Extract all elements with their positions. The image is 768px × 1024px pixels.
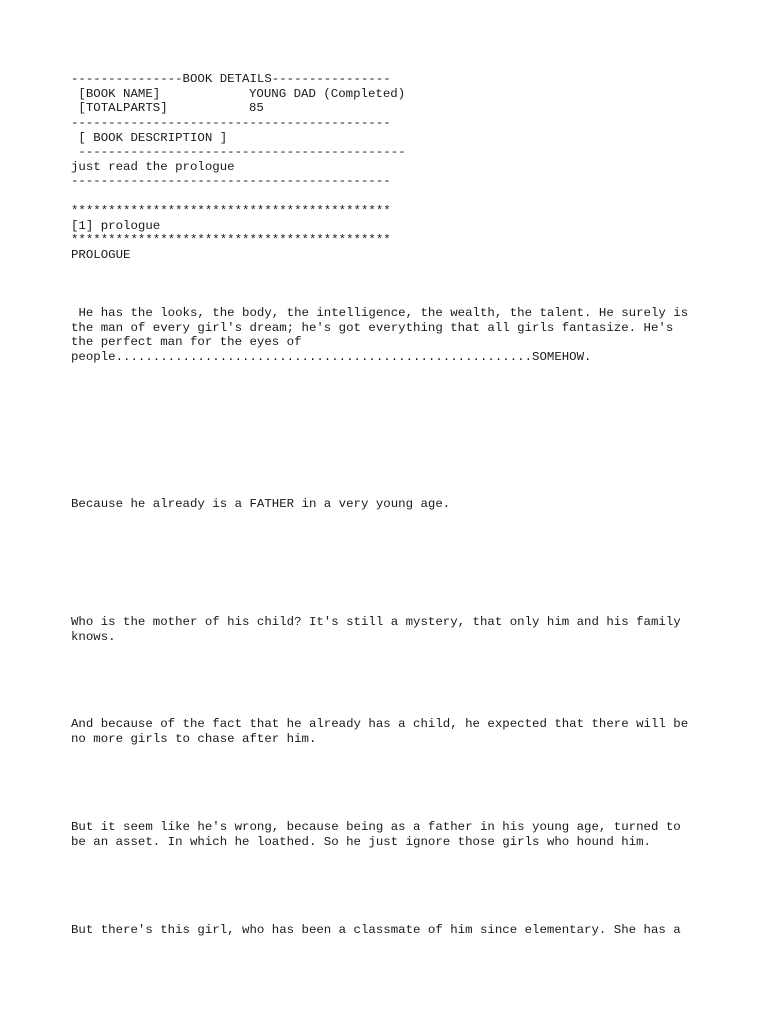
- book-details-title: ---------------BOOK DETAILS----------------: [71, 72, 391, 86]
- total-parts-value: 85: [249, 101, 264, 115]
- paragraph: Because he already is a FATHER in a very young age.: [71, 497, 451, 511]
- chapter-stars-top: *******************************************: [71, 204, 391, 218]
- total-parts-label: [TOTALPARTS]: [71, 101, 168, 115]
- paragraph: But it seem like he's wrong, because being as a father in his young age, turned to be an asset. In which he loathed. So he just ignore those girls who hound him.: [71, 820, 681, 849]
- paragraph: Who is the mother of his child? It's still a mystery, that only him and his family knows.: [71, 615, 681, 644]
- paragraph: He has the looks, the body, the intelligence, the wealth, the talent. He surely is the man of every girl's dream; he's got everything that all girls fantasize. He's the perfect man for the eyes of people........................................................SOMEHOW.: [71, 306, 689, 364]
- divider: --------------------------------------------: [71, 145, 406, 159]
- chapter-heading: [1] prologue: [71, 219, 161, 233]
- chapter-title: PROLOGUE: [71, 248, 131, 262]
- paragraph: But there's this girl, who has been a classmate of him since elementary. She has a: [71, 923, 681, 937]
- book-description-text: just read the prologue: [71, 160, 235, 174]
- book-name-value: YOUNG DAD (Completed): [249, 87, 406, 101]
- chapter-stars-bottom: *******************************************: [71, 233, 391, 247]
- book-name-label: [BOOK NAME]: [71, 87, 161, 101]
- divider: -------------------------------------------: [71, 116, 391, 130]
- divider: -------------------------------------------: [71, 174, 391, 188]
- book-description-title: [ BOOK DESCRIPTION ]: [71, 131, 228, 145]
- paragraph: And because of the fact that he already has a child, he expected that there will be no more girls to chase after him.: [71, 717, 689, 746]
